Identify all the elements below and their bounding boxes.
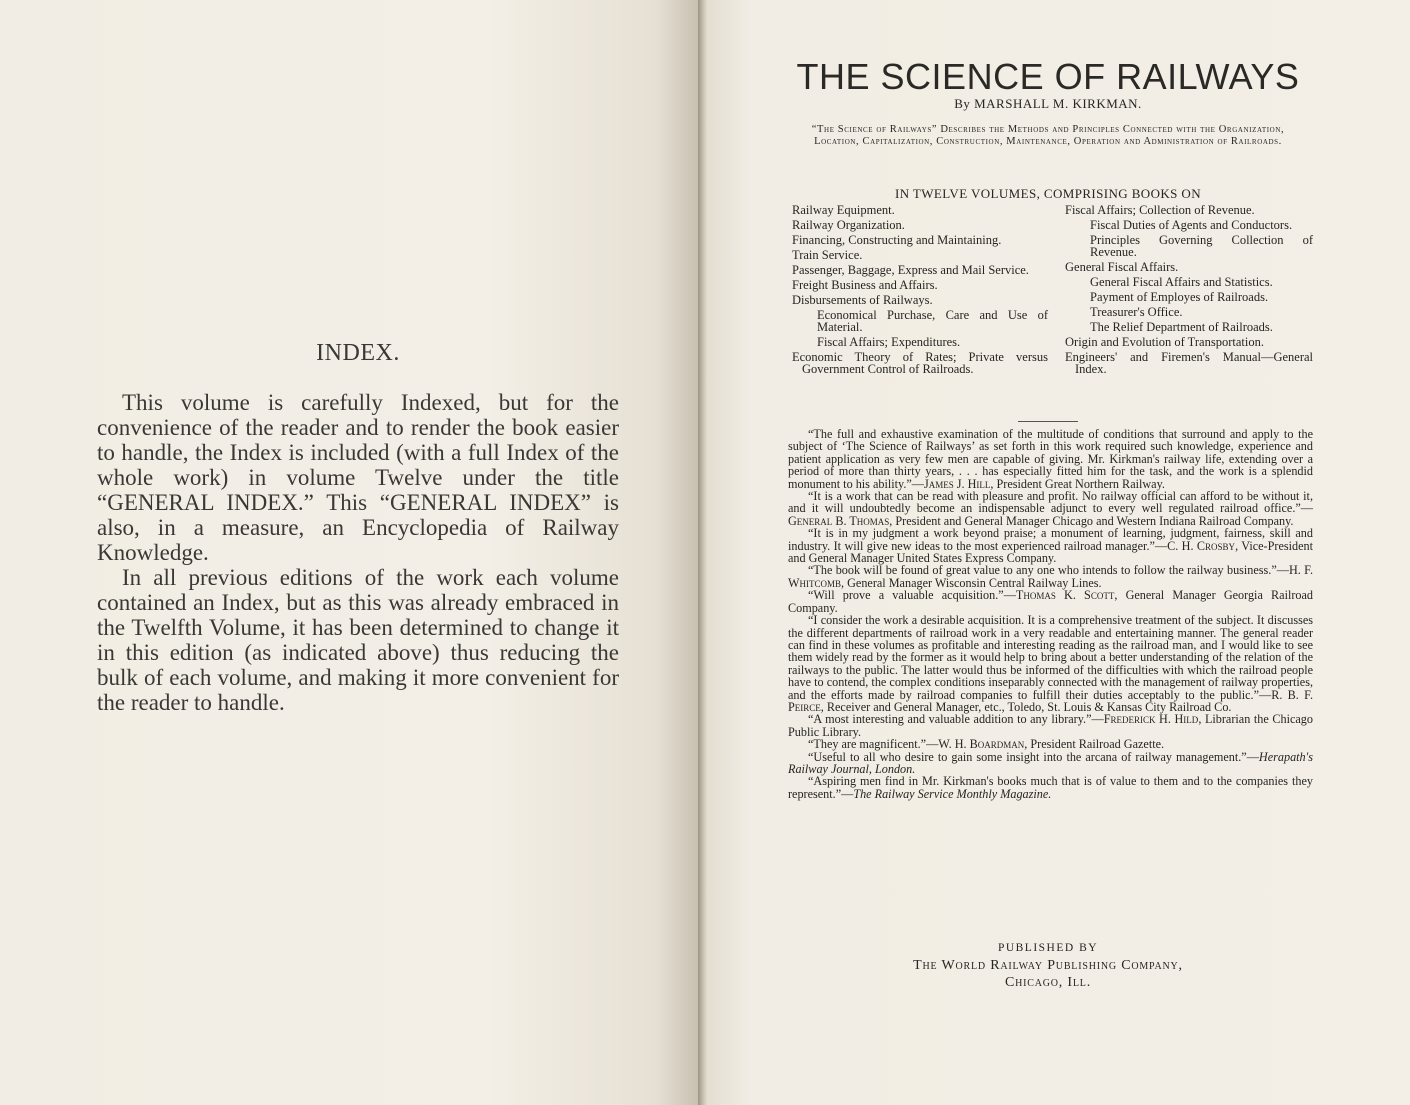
author-line: By MARSHALL M. KIRKMAN. [954, 96, 1142, 111]
testimonial [788, 589, 1313, 614]
volume-item: Payment of Employes of Railroads. [1090, 290, 1269, 304]
volume-item: Train Service. [792, 248, 863, 262]
testimonial-source: R. B. F. Peirce [788, 687, 1313, 714]
testimonial-quote: “They are magnificent.”— [808, 737, 939, 752]
testimonial [788, 428, 1313, 490]
volume-item: The Relief Department of Railroads. [1090, 320, 1273, 334]
publisher-city: Chicago, Ill. [1004, 975, 1091, 990]
volume-item: Fiscal Affairs; Expenditures. [817, 335, 961, 349]
volumes-heading: IN TWELVE VOLUMES, COMPRISING BOOKS ON [894, 186, 1202, 201]
testimonial [788, 614, 1313, 713]
testimonial-affiliation: Herapath's Railway Journal, London. [788, 749, 1313, 776]
testimonial-source: H. F. Whitcomb [788, 563, 1313, 590]
volume-item: Economic Theory of Rates; Private versus Government Control of Railroads. [792, 350, 1048, 376]
testimonial [788, 775, 1313, 800]
published-by: PUBLISHED BY [997, 942, 1099, 954]
testimonial-source: W. H. Boardman [938, 737, 1025, 752]
index-paragraph: This volume is carefully Indexed, but for the convenience of the reader and to render the book easier to handle, the Index is included (with a full Index of the whole work) in volume Twelve under the title “GENERAL INDEX.” This “GENERAL INDEX” is also, in a measure, an Encyclopedia of Railway Knowledge. [97, 390, 619, 565]
book-gutter [698, 0, 708, 1105]
testimonial [788, 527, 1313, 564]
publisher-name: The World Railway Publishing Company, [913, 958, 1183, 973]
volume-item: Economical Purchase, Care and Use of Material. [817, 308, 1048, 334]
testimonial-quote: “The book will be found of great value to any one who intends to follow the railway business.”— [808, 563, 1289, 578]
testimonial-source: General B. Thomas [788, 513, 890, 528]
volume-item: Engineers' and Firemen's Manual—General Index. [1065, 350, 1313, 376]
volume-item: Freight Business and Affairs. [792, 278, 938, 292]
volume-item: Disbursements of Railways. [792, 293, 933, 307]
volumes-list-right [1065, 204, 1313, 378]
volume-item: Railway Organization. [792, 218, 905, 232]
volume-item: General Fiscal Affairs and Statistics. [1090, 275, 1273, 289]
testimonial-affiliation: , Vice-President and General Manager United States Express Company. [788, 538, 1313, 566]
divider-rule [1018, 421, 1078, 422]
testimonial [788, 751, 1313, 776]
publisher-block [783, 940, 1313, 991]
volume-item: Fiscal Duties of Agents and Conductors. [1090, 218, 1293, 232]
testimonial-quote: “Aspiring men find in Mr. Kirkman's books much that is of value to them and to the companies they represent.”— [788, 774, 1313, 801]
volume-item: Financing, Constructing and Maintaining. [792, 233, 1002, 247]
testimonial-quote: “Useful to all who desire to gain some insight into the arcana of railway management.”— [808, 749, 1259, 764]
index-heading: INDEX. [316, 340, 400, 366]
testimonial-affiliation: , General Manager Georgia Railroad Company. [788, 588, 1313, 615]
testimonial-quote: “It is a work that can be read with pleasure and profit. No railway official can afford to be without it, and it will undoubtedly become an indispensable adjunct to every well regulated railroad office.”— [788, 489, 1313, 516]
left-page [0, 0, 698, 1105]
index-paragraph: In all previous editions of the work each volume contained an Index, but as this was already embraced in the Twelfth Volume, it has been determined to change it in this edition (as indicated above) thus reducing the bulk of each volume, and making it more convenient for the reader to handle. [97, 565, 619, 715]
testimonial-quote: “A most interesting and valuable addition to any library.”— [808, 712, 1104, 727]
testimonial-quote: “It is in my judgment a work beyond praise; a monument of learning, judgment, fairness, skill and industry. It will give new ideas to the most experienced railroad manager.”— [788, 526, 1313, 553]
testimonial-source: C. H. Crosby [1167, 538, 1236, 553]
testimonials [788, 428, 1313, 800]
testimonial-affiliation: , President Great Northern Railway. [990, 476, 1165, 491]
volume-item: Passenger, Baggage, Express and Mail Service. [792, 263, 1029, 277]
volume-item: General Fiscal Affairs. [1065, 260, 1179, 274]
testimonial-affiliation: , Receiver and General Manager, etc., Toledo, St. Louis & Kansas City Railroad Co. [820, 699, 1232, 714]
testimonial-source: Frederick H. Hild [1103, 712, 1199, 727]
volumes-list-left [792, 204, 1048, 378]
testimonial [788, 713, 1313, 738]
testimonial [788, 490, 1313, 527]
testimonial-affiliation: , Librarian the Chicago Public Library. [788, 712, 1313, 739]
testimonial-quote: “Will prove a valuable acquisition.”— [808, 588, 1016, 603]
book-title: THE SCIENCE OF RAILWAYS [796, 56, 1300, 97]
right-page [708, 0, 1410, 1105]
testimonial-affiliation: , President Railroad Gazette. [1024, 737, 1165, 752]
testimonial-source: Thomas K. Scott [1015, 588, 1115, 603]
book-description: “The Science of Railways” Describes the Methods and Principles Connected with the Organization, Location, Capitalization, Construction, Maintenance, Operation and Administration of Railroads. [811, 124, 1285, 147]
testimonial-affiliation: The Railway Service Monthly Magazine. [853, 786, 1052, 801]
index-body [97, 390, 619, 715]
testimonial-source: James J. Hill [923, 476, 991, 491]
volume-item: Principles Governing Collection of Revenue. [1090, 233, 1313, 259]
volume-item: Fiscal Affairs; Collection of Revenue. [1065, 203, 1255, 217]
testimonial-quote: “The full and exhaustive examination of the multitude of conditions that surround and apply to the subject of ‘The Science of Railways’ as set forth in this work required such knowledge, experience and patient application as very few men are capable of giving. Mr. Kirkman's railway life, extending over a period of more than thirty years, . . . has especially fitted him for the task, and the work is a splendid monument to his ability.”— [788, 427, 1313, 491]
testimonial-affiliation: , President and General Manager Chicago and Western Indiana Railroad Company. [889, 513, 1294, 528]
testimonial [788, 564, 1313, 589]
volume-item: Railway Equipment. [792, 203, 895, 217]
volume-item: Treasurer's Office. [1090, 305, 1183, 319]
testimonial-quote: “I consider the work a desirable acquisition. It is a comprehensive treatment of the subject. It discusses the different departments of railroad work in a very readable and entertaining manner. The general reader can find in these volumes as profitable and interesting reading as the railroad man, and I would like to see them widely read by the former as it would help to bring about a better understanding of the relation of the railways to the public. The latter would thus be informed of the difficulties with which the railroad people have to contend, the complex conditions inseparably connected with the management of railway properties, and the efforts made by railroad companies to fulfill their duties acceptably to the public.”— [788, 613, 1313, 702]
testimonial-affiliation: , General Manager Wisconsin Central Railway Lines. [841, 575, 1102, 590]
volume-item: Origin and Evolution of Transportation. [1065, 335, 1264, 349]
